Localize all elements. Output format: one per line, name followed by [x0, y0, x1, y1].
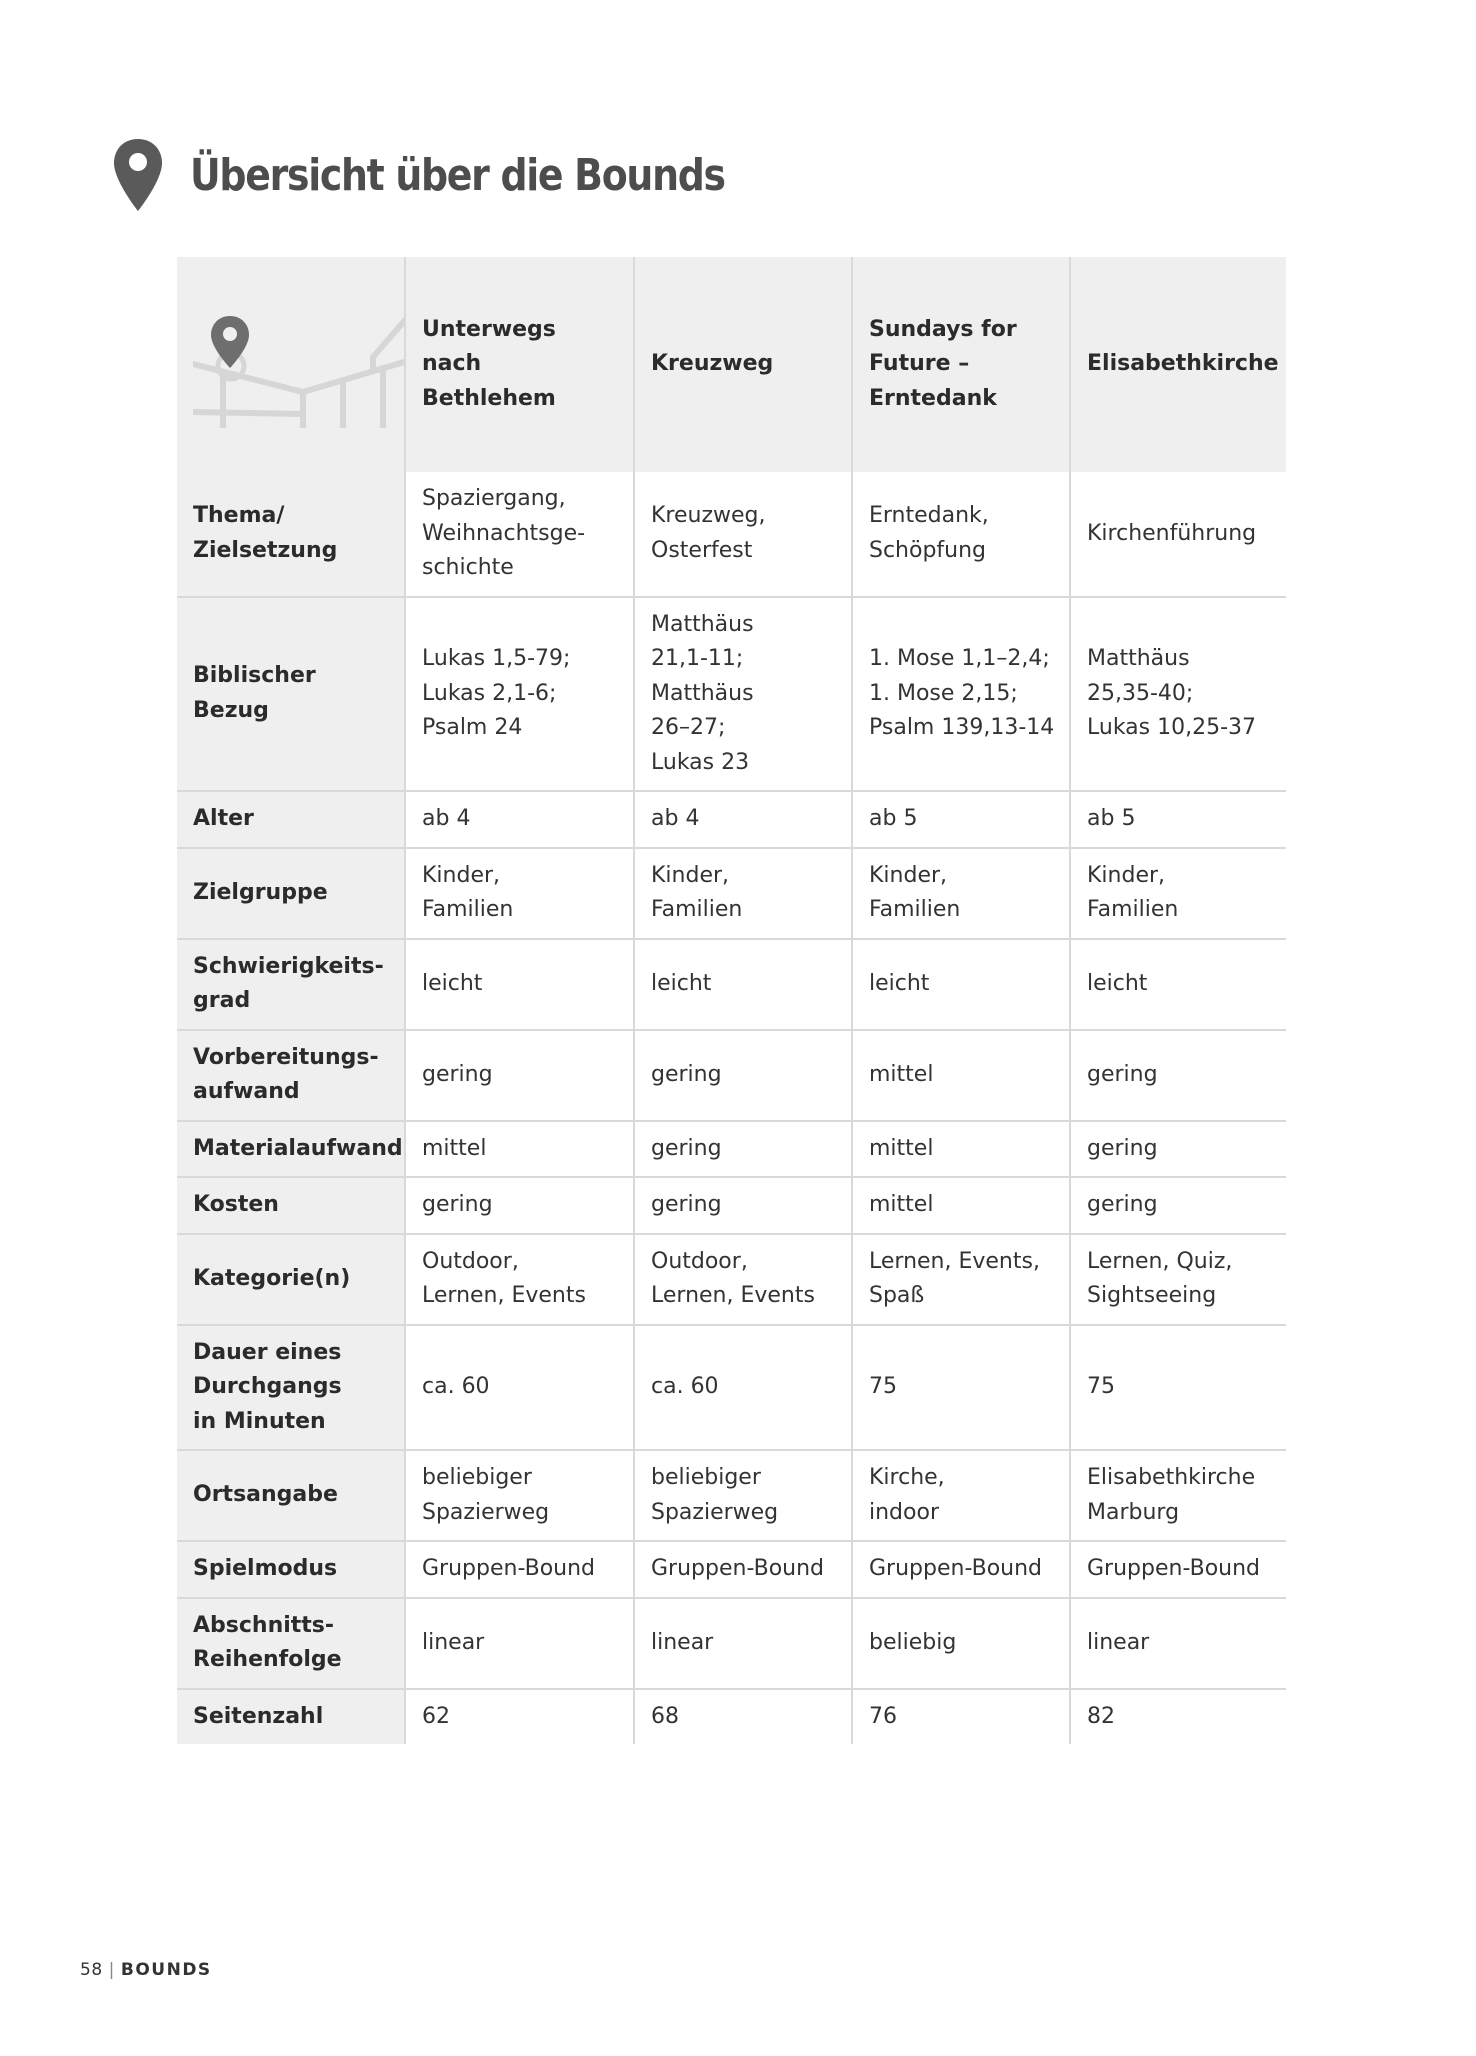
row-label: Alter — [177, 791, 405, 848]
row-label: Dauer eines Durchgangs in Minuten — [177, 1325, 405, 1451]
table-cell: Gruppen-Bound — [634, 1541, 852, 1598]
footer-label: BOUNDS — [120, 1960, 212, 1980]
table-cell: beliebiger Spazierweg — [405, 1450, 634, 1541]
table-cell: leicht — [852, 939, 1070, 1030]
table-cell: Matthäus 21,1-11; Matthäus 26–27; Lukas 23 — [634, 597, 852, 792]
table-cell: Matthäus 25,35-40; Lukas 10,25-37 — [1070, 597, 1286, 792]
footer-separator: | — [108, 1960, 115, 1980]
table-cell: Kinder, Familien — [852, 848, 1070, 939]
table-row — [177, 1121, 1286, 1178]
table-cell: 76 — [852, 1689, 1070, 1745]
row-label: Spielmodus — [177, 1541, 405, 1598]
table-cell: ab 5 — [852, 791, 1070, 848]
page-title — [112, 120, 812, 230]
table-row — [177, 1598, 1286, 1689]
table-cell: beliebig — [852, 1598, 1070, 1689]
table-row — [177, 1234, 1286, 1325]
row-label: Seitenzahl — [177, 1689, 405, 1745]
table-row — [177, 1541, 1286, 1598]
row-label: Schwierigkeits- grad — [177, 939, 405, 1030]
row-label: Kategorie(n) — [177, 1234, 405, 1325]
table-cell: Gruppen-Bound — [852, 1541, 1070, 1598]
table-cell: Erntedank, Schöpfung — [852, 472, 1070, 597]
table-cell: mittel — [852, 1121, 1070, 1178]
table-cell: Lernen, Quiz, Sightseeing — [1070, 1234, 1286, 1325]
table-cell: Elisabethkirche Marburg — [1070, 1450, 1286, 1541]
table-cell: Gruppen-Bound — [405, 1541, 634, 1598]
table-cell: Kirche, indoor — [852, 1450, 1070, 1541]
table-cell: Kinder, Familien — [405, 848, 634, 939]
table-row — [177, 1177, 1286, 1234]
table-cell: Kinder, Familien — [1070, 848, 1286, 939]
table-cell: leicht — [405, 939, 634, 1030]
row-label: Kosten — [177, 1177, 405, 1234]
table-cell: 75 — [1070, 1325, 1286, 1451]
table-cell: linear — [1070, 1598, 1286, 1689]
table-cell: linear — [634, 1598, 852, 1689]
table-row — [177, 1450, 1286, 1541]
table-row — [177, 848, 1286, 939]
table-row — [177, 791, 1286, 848]
table-cell: ca. 60 — [405, 1325, 634, 1451]
row-label: Abschnitts- Reihenfolge — [177, 1598, 405, 1689]
table-cell: mittel — [852, 1030, 1070, 1121]
table-corner-cell — [177, 257, 405, 472]
table-cell: 1. Mose 1,1–2,4; 1. Mose 2,15; Psalm 139,13-14 — [852, 597, 1070, 792]
table-cell: Outdoor, Lernen, Events — [405, 1234, 634, 1325]
table-cell: 82 — [1087, 1703, 1115, 1729]
page-number: 58 — [80, 1960, 103, 1980]
table-cell: Kirchenführung — [1070, 472, 1286, 597]
table-cell: ab 4 — [634, 791, 852, 848]
table-row — [177, 1325, 1286, 1451]
table-cell: ab 5 — [1070, 791, 1286, 848]
table-cell: linear — [405, 1598, 634, 1689]
column-header: Kreuzweg — [634, 257, 852, 472]
table-cell: 68 — [634, 1689, 852, 1745]
table-cell: ca. 60 — [634, 1325, 852, 1451]
column-header: Elisabethkirche — [1070, 257, 1286, 472]
page-title-text: Übersicht über die Bounds — [190, 149, 725, 201]
table-cell: Gruppen-Bound — [1070, 1541, 1286, 1598]
column-header: Sundays for Future – Erntedank — [852, 257, 1070, 472]
table-cell: gering — [634, 1121, 852, 1178]
row-label: Materialaufwand — [177, 1121, 405, 1178]
table-cell: mittel — [405, 1121, 634, 1178]
table-cell: Kreuzweg, Osterfest — [634, 472, 852, 597]
row-label: Biblischer Bezug — [177, 597, 405, 792]
table-cell: gering — [1070, 1121, 1286, 1178]
table-cell: ab 4 — [405, 791, 634, 848]
table-cell: Lukas 1,5-79; Lukas 2,1-6; Psalm 24 — [405, 597, 634, 792]
table-header-row — [177, 257, 1286, 472]
table-cell: Outdoor, Lernen, Events — [634, 1234, 852, 1325]
table-cell: gering — [405, 1030, 634, 1121]
table-row — [177, 1030, 1286, 1121]
table-cell: gering — [634, 1177, 852, 1234]
table-cell: gering — [405, 1177, 634, 1234]
table-row — [177, 597, 1286, 792]
table-row — [177, 1689, 1286, 1745]
table-cell: 62 — [405, 1689, 634, 1745]
map-pin-icon — [193, 302, 405, 428]
table-cell: mittel — [852, 1177, 1070, 1234]
location-pin-icon — [112, 137, 164, 213]
table-cell: gering — [634, 1030, 852, 1121]
row-label: Ortsangabe — [177, 1450, 405, 1541]
row-label: Vorbereitungs- aufwand — [177, 1030, 405, 1121]
table-cell: gering — [1070, 1177, 1286, 1234]
row-label: Zielgruppe — [177, 848, 405, 939]
table-row — [177, 472, 1286, 597]
page-footer — [80, 1960, 212, 1980]
table-cell: Lernen, Events, Spaß — [852, 1234, 1070, 1325]
bounds-overview-table — [177, 257, 1286, 1744]
table-cell: gering — [1070, 1030, 1286, 1121]
table-cell: Spaziergang, Weihnachtsge- schichte — [405, 472, 634, 597]
column-header: Unterwegs nach Bethlehem — [405, 257, 634, 472]
table-cell: leicht — [1070, 939, 1286, 1030]
table-cell: 75 — [852, 1325, 1070, 1451]
table-cell: beliebiger Spazierweg — [634, 1450, 852, 1541]
table-cell: Kinder, Familien — [634, 848, 852, 939]
row-label: Thema/ Zielsetzung — [177, 472, 405, 597]
table-row — [177, 939, 1286, 1030]
table-cell: leicht — [634, 939, 852, 1030]
